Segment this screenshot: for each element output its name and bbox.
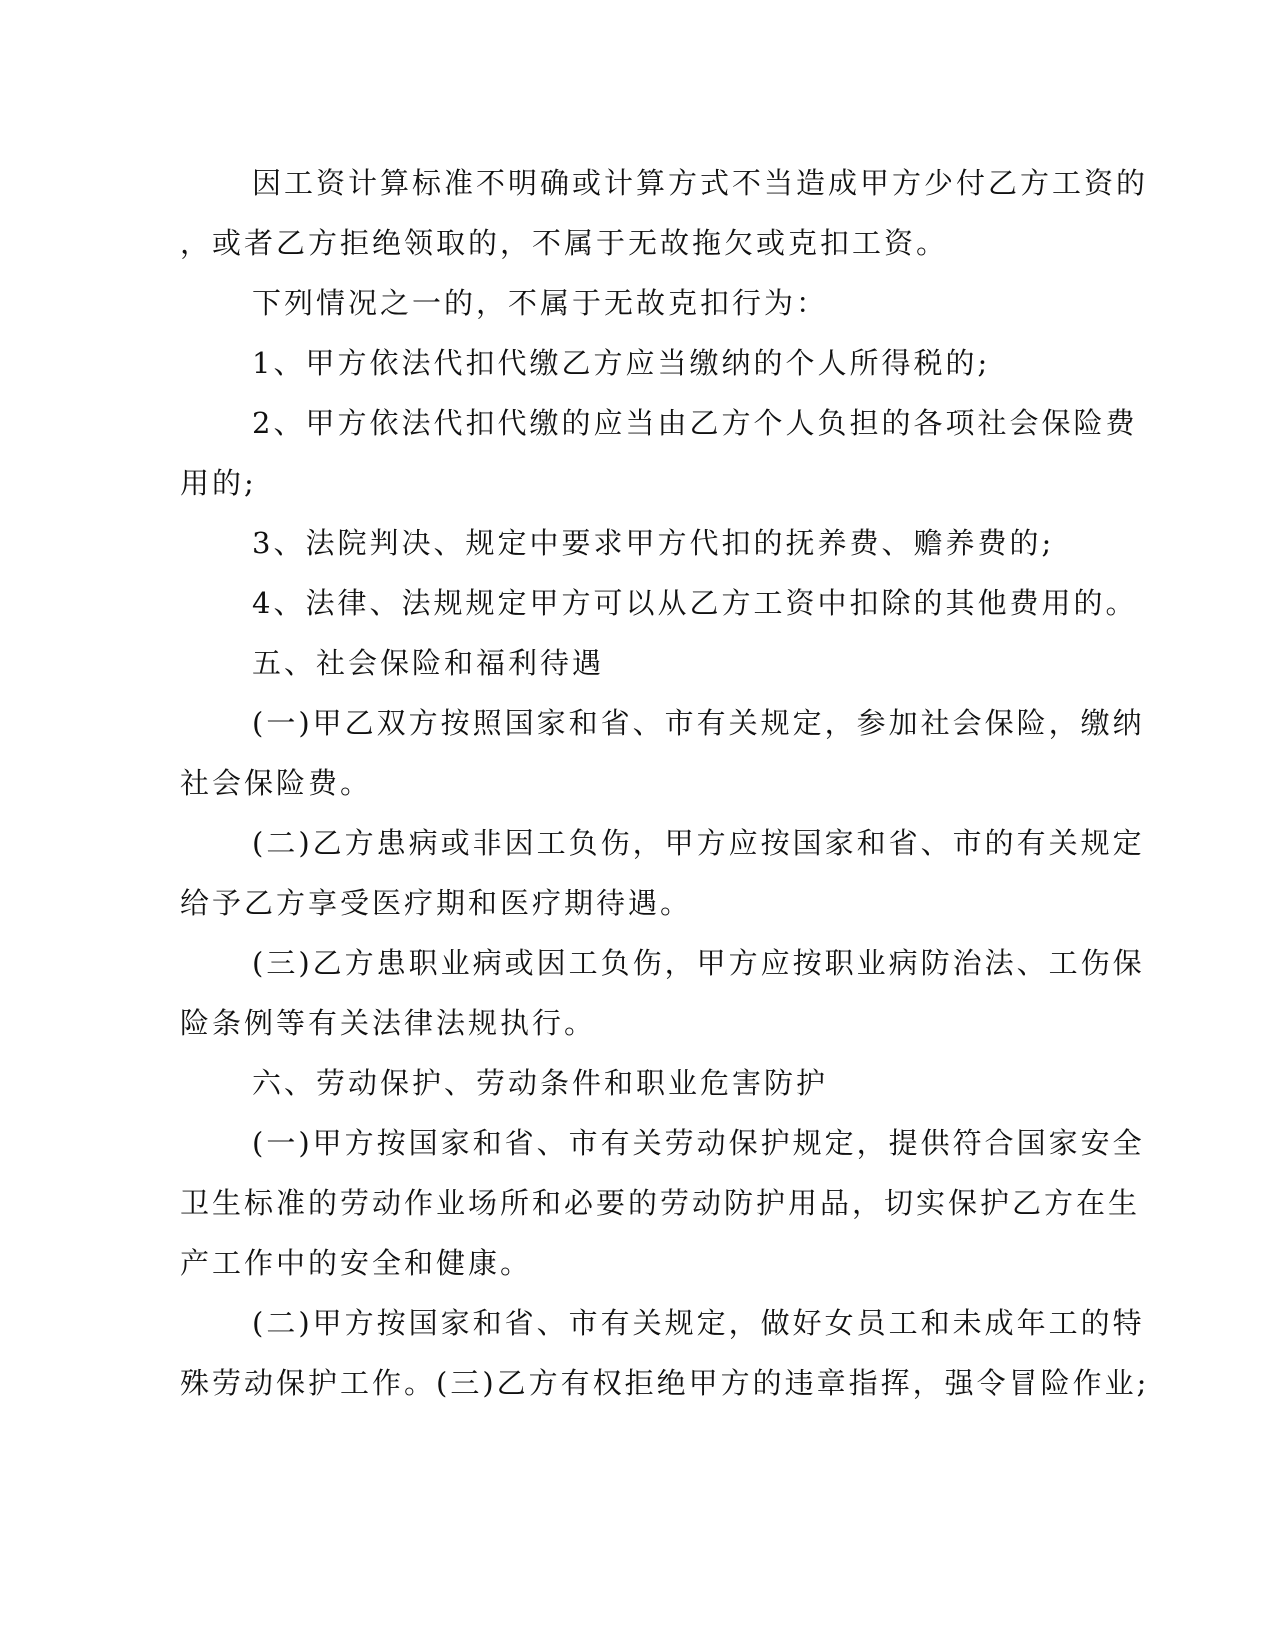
section-heading: 六、劳动保护、劳动条件和职业危害防护 <box>252 1066 829 1100</box>
clause-continuation: 险条例等有关法律法规执行。 <box>180 1006 597 1040</box>
paragraph-line: ，或者乙方拒绝领取的，不属于无故拖欠或克扣工资。 <box>180 226 949 260</box>
clause-line: (二)甲方按国家和省、市有关规定，做好女员工和未成年工的特 <box>252 1306 1145 1340</box>
clause-line: (二)乙方患病或非因工负伤，甲方应按国家和省、市的有关规定 <box>252 826 1145 860</box>
section-heading: 五、社会保险和福利待遇 <box>252 646 605 680</box>
document-body <box>180 153 1150 1413</box>
clause-continuation: 社会保险费。 <box>180 766 373 800</box>
clause-line: (一)甲方按国家和省、市有关劳动保护规定，提供符合国家安全 <box>252 1126 1145 1160</box>
clause-continuation: 产工作中的安全和健康。 <box>180 1246 533 1280</box>
list-item: 4、法律、法规规定甲方可以从乙方工资中扣除的其他费用的。 <box>252 586 1138 620</box>
clause-line: (一)甲乙双方按照国家和省、市有关规定，参加社会保险，缴纳 <box>252 706 1145 740</box>
paragraph-line: 因工资计算标准不明确或计算方式不当造成甲方少付乙方工资的 <box>252 166 1149 200</box>
clause-continuation: 给予乙方享受医疗期和医疗期待遇。 <box>180 886 693 920</box>
clause-continuation: 卫生标准的劳动作业场所和必要的劳动防护用品，切实保护乙方在生 <box>180 1186 1141 1220</box>
clause-line: (三)乙方患职业病或因工负伤，甲方应按职业病防治法、工伤保 <box>252 946 1145 980</box>
list-item: 3、法院判决、规定中要求甲方代扣的抚养费、赡养费的; <box>252 526 1055 560</box>
list-item-continuation: 用的; <box>180 466 257 500</box>
clause-continuation: 殊劳动保护工作。(三)乙方有权拒绝甲方的违章指挥，强令冒险作业; <box>180 1366 1150 1400</box>
list-item: 1、甲方依法代扣代缴乙方应当缴纳的个人所得税的; <box>252 346 991 380</box>
paragraph-line: 下列情况之一的，不属于无故克扣行为： <box>252 286 829 320</box>
list-item: 2、甲方依法代扣代缴的应当由乙方个人负担的各项社会保险费 <box>252 406 1138 440</box>
